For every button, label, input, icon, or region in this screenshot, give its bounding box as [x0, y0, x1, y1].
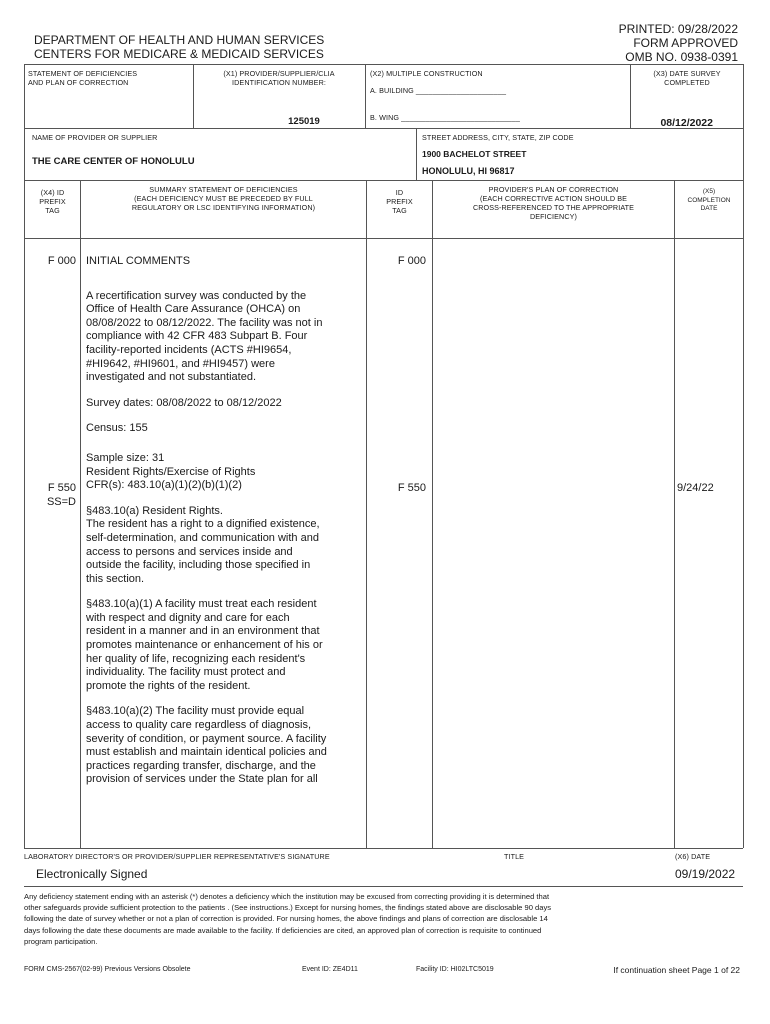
id-column-header	[367, 188, 432, 215]
x3-label-line2: COMPLETED	[664, 78, 710, 87]
x5-column-header	[675, 188, 743, 214]
x1-label	[194, 69, 364, 87]
summary-header-line3: REGULATORY OR LSC IDENTIFYING INFORMATION)	[131, 203, 316, 212]
disclaimer-line: Any deficiency statement ending with an asterisk (*) denotes a deficiency which the institution may be excused from correcting providing it is determined that	[24, 892, 550, 901]
provider-name: THE CARE CENTER OF HONOLULU	[32, 156, 195, 167]
page-indicator: If continuation sheet Page 1 of 22	[613, 965, 740, 975]
text-line: The resident has a right to a dignified existence,	[86, 518, 320, 531]
signature-date-label: (X6) DATE	[675, 852, 711, 861]
x4-column-header	[25, 188, 80, 215]
text-line: A recertification survey was conducted by the	[86, 289, 307, 302]
summary-header-line1: SUMMARY STATEMENT OF DEFICIENCIES	[149, 185, 298, 194]
provider-id: 125019	[288, 116, 320, 127]
text-line: individuality. The facility must protect and	[86, 666, 286, 679]
text-line: access to quality care regardless of diagnosis,	[86, 719, 312, 732]
x4-header-line1: (X4) ID	[40, 188, 65, 197]
statement-label	[28, 69, 137, 87]
signature-label: LABORATORY DIRECTOR'S OR PROVIDER/SUPPLIER REPRESENTATIVE'S SIGNATURE	[24, 852, 330, 861]
right-tag-f550: F 550	[397, 482, 426, 494]
text-line: access to persons and services inside and	[86, 545, 293, 558]
x2-label: (X2) MULTIPLE CONSTRUCTION	[370, 69, 483, 78]
text-line: her quality of life, recognizing each resident's	[86, 652, 306, 665]
address-city: HONOLULU, HI 96817	[422, 166, 515, 176]
text-line: self-determination, and communication with and	[86, 531, 319, 544]
x4-header-line3: TAG	[45, 206, 60, 215]
wing-field: B. WING _____________________________	[370, 113, 520, 122]
x3-label-line1: (X3) DATE SURVEY	[653, 69, 721, 78]
completion-date-f550: 9/24/22	[677, 482, 714, 494]
address-street: 1900 BACHELOT STREET	[422, 149, 527, 159]
rights-title: Resident Rights/Exercise of Rights	[86, 465, 256, 478]
id-header-line1: ID	[395, 188, 404, 197]
text-line: compliance with 42 CFR 483 Subpart B. Four	[86, 330, 308, 343]
department-line2: CENTERS FOR MEDICARE & MEDICAID SERVICES	[34, 47, 324, 61]
text-line: must establish and maintain identical policies and	[86, 746, 327, 759]
plan-header-line2: (EACH CORRECTIVE ACTION SHOULD BE	[479, 194, 628, 203]
disclaimer-line: days following the date these documents are made available to the facility. If deficiencies are cited, an approved plan of correction is requisite to continued	[24, 925, 542, 935]
text-line: this section.	[86, 572, 145, 585]
x5-header-line3: DATE	[700, 205, 718, 212]
text-line: resident in a manner and in an environment that	[86, 625, 320, 638]
department-line1: DEPARTMENT OF HEALTH AND HUMAN SERVICES	[34, 33, 325, 47]
signature-value: Electronically Signed	[36, 867, 148, 881]
text-line: with respect and dignity and care for each	[86, 611, 290, 624]
initial-comments: INITIAL COMMENTS	[86, 255, 191, 267]
census: Census: 155	[86, 422, 148, 435]
right-tag-f000: F 000	[397, 255, 426, 267]
paragraph-dignity	[86, 598, 362, 693]
x4-header-line2: PREFIX	[39, 197, 66, 206]
summary-header-line2: (EACH DEFICIENCY MUST BE PRECEDED BY FULL	[134, 194, 313, 203]
x3-label	[631, 69, 743, 87]
text-line: practices regarding transfer, discharge, and the	[86, 759, 316, 772]
statement-label-line1: STATEMENT OF DEFICIENCIES	[28, 69, 138, 78]
tag-f550	[25, 482, 76, 509]
provider-name-label: NAME OF PROVIDER OR SUPPLIER	[32, 133, 158, 142]
text-line: severity of condition, or payment source. A facility	[86, 732, 327, 745]
paragraph-resident-rights	[86, 505, 362, 587]
sample-size: Sample size: 31	[86, 451, 165, 464]
text-line: provision of services under the State plan for all	[86, 773, 318, 786]
id-header-line2: PREFIX	[386, 197, 413, 206]
text-line: §483.10(a) Resident Rights.	[86, 504, 223, 517]
text-line: §483.10(a)(1) A facility must treat each resident	[86, 598, 317, 611]
rights-cfr: CFR(s): 483.10(a)(1)(2)(b)(1)(2)	[86, 479, 242, 492]
tag-f000: F 000	[47, 255, 76, 267]
plan-column-header	[433, 185, 674, 221]
department-heading	[34, 33, 324, 61]
omb-number: OMB NO. 0938-0391	[625, 50, 738, 64]
plan-header-line1: PROVIDER'S PLAN OF CORRECTION	[488, 185, 619, 194]
text-line: investigated and not substantiated.	[86, 371, 257, 384]
text-line: §483.10(a)(2) The facility must provide equal	[86, 705, 305, 718]
statement-label-line2: AND PLAN OF CORRECTION	[28, 78, 129, 87]
tag-f550-scope: SS=D	[46, 495, 76, 508]
building-field: A. BUILDING ______________________	[370, 86, 507, 95]
facility-id: Facility ID: HI02LTC5019	[416, 966, 494, 973]
text-line: promotes maintenance or enhancement of his or	[86, 639, 323, 652]
event-id: Event ID: ZE4D11	[302, 966, 358, 973]
text-line: #HI9642, #HI9601, and #HI9457) were	[86, 357, 275, 370]
text-line: outside the facility, including those specified in	[86, 559, 311, 572]
summary-body	[86, 255, 362, 787]
x1-label-line2: IDENTIFICATION NUMBER:	[232, 78, 326, 87]
text-line: promote the rights of the resident.	[86, 679, 251, 692]
x1-label-line1: (X1) PROVIDER/SUPPLIER/CLIA	[223, 69, 335, 78]
text-line: 08/08/2022 to 08/12/2022. The facility was not in	[86, 316, 323, 329]
paragraph-equal-access	[86, 705, 362, 787]
disclaimer-line: following the date of survey whether or not a plan of correction is provided. For nursing homes, the above findings and plans of correction are disclosable 14	[24, 914, 548, 924]
summary-column-header	[81, 185, 366, 212]
title-label: TITLE	[504, 852, 525, 861]
x5-header-line1: (X5)	[702, 188, 716, 195]
tag-f550-code: F 550	[47, 482, 76, 494]
x5-header-line2: COMPLETION	[687, 196, 731, 204]
signature-date: 09/19/2022	[675, 867, 736, 881]
disclaimer	[24, 891, 744, 947]
id-header-line3: TAG	[392, 206, 407, 215]
address-label: STREET ADDRESS, CITY, STATE, ZIP CODE	[422, 133, 574, 142]
printed-date: PRINTED: 09/28/2022	[618, 22, 738, 36]
form-number: FORM CMS-2567(02-99) Previous Versions Obsolete	[24, 966, 191, 973]
text-line: Office of Health Care Assurance (OHCA) on	[86, 303, 301, 316]
print-info	[518, 22, 738, 64]
survey-completed-date: 08/12/2022	[660, 117, 713, 129]
form-approved: FORM APPROVED	[633, 36, 738, 50]
text-line: facility-reported incidents (ACTS #HI9654,	[86, 343, 292, 356]
plan-header-line4: DEFICIENCY)	[529, 212, 578, 221]
paragraph-recertification	[86, 290, 362, 385]
survey-dates: Survey dates: 08/08/2022 to 08/12/2022	[86, 396, 282, 409]
disclaimer-line: program participation.	[24, 936, 98, 946]
disclaimer-line: other safeguards provide sufficient protection to the patients . (See instructions.) Except for nursing homes, the findings stated above are disclosable 90 days	[24, 903, 552, 913]
plan-header-line3: CROSS-REFERENCED TO THE APPROPRIATE	[472, 203, 635, 212]
